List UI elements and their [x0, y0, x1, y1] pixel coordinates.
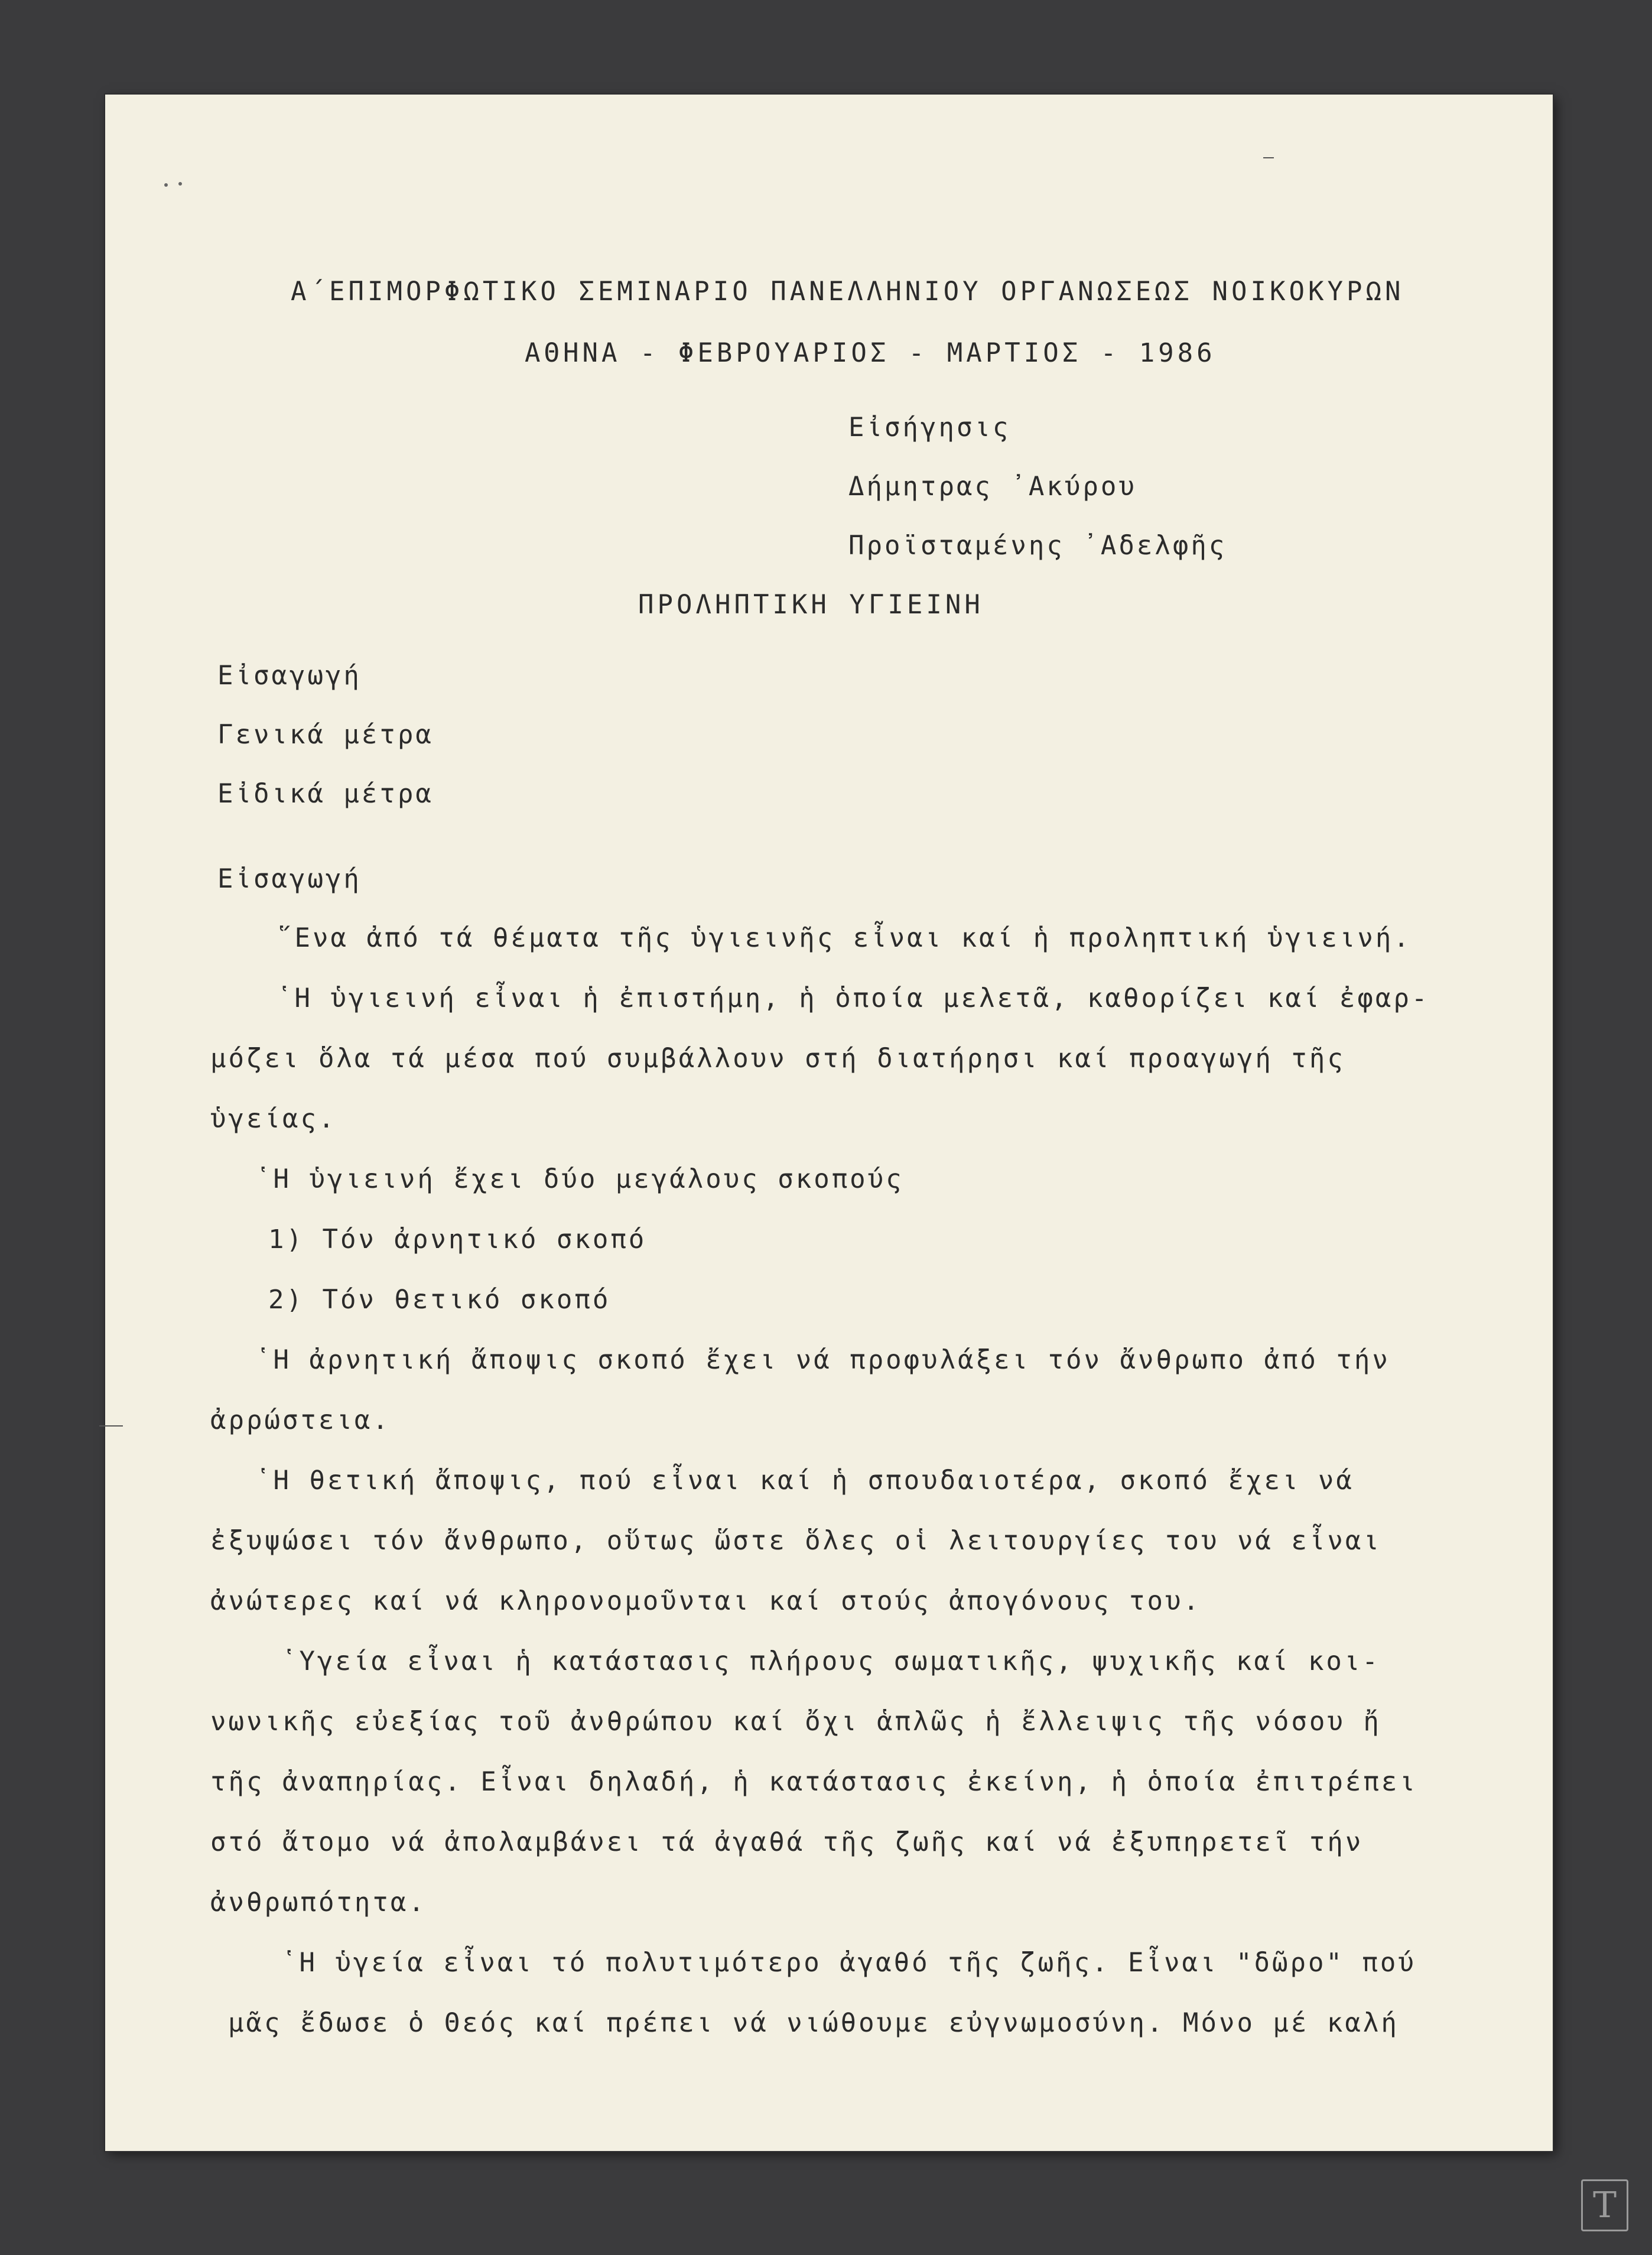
contents-item: Εἰδικά μέτρα	[217, 779, 434, 809]
margin-mark	[99, 1425, 123, 1427]
body-line: ῾Η ὑγιεινή ἔχει δύο μεγάλους σκοπούς	[255, 1164, 904, 1194]
contents-item: Γενικά μέτρα	[217, 720, 434, 750]
paper-title: ΠΡΟΛΗΠΤΙΚΗ ΥΓΙΕΙΝΗ	[638, 590, 984, 620]
body-line: ῾Η θετική ἄποψις, πού εἶναι καί ἡ σπουδαιοτέρα, σκοπό ἔχει νά	[255, 1466, 1354, 1496]
body-line: ῾Η ὑγεία εἶναι τό πολυτιμότερο ἀγαθό τῆς ζωῆς. Εἶναι "δῶρο" πού	[281, 1948, 1416, 1978]
contents-item: Εἰσαγωγή	[217, 661, 362, 691]
body-line: ἀρρώστεια.	[210, 1405, 391, 1435]
body-line: 1) Τόν ἀρνητικό σκοπό	[268, 1224, 647, 1255]
author-name: Δήμητρας ᾿Ακύρου	[848, 472, 1137, 502]
section-heading: Εἰσαγωγή	[217, 864, 362, 894]
body-line: στό ἄτομο νά ἀπολαμβάνει τά ἀγαθά τῆς ζωῆς καί νά ἐξυπηρετεῖ τήν	[210, 1827, 1364, 1857]
archive-logo-icon: T	[1581, 2179, 1628, 2231]
body-line: ῞Ενα ἀπό τά θέματα τῆς ὑγιεινῆς εἶναι καί ἡ προληπτική ὑγιεινή.	[277, 923, 1412, 953]
document-page	[105, 95, 1553, 2151]
body-line: ἐξυψώσει τόν ἄνθρωπο, οὕτως ὥστε ὅλες οἱ λειτουργίες του νά εἶναι	[210, 1526, 1381, 1556]
body-line: μόζει ὅλα τά μέσα πού συμβάλλουν στή διατήρησι καί προαγωγή τῆς	[210, 1044, 1345, 1074]
author-label: Εἰσήγησις	[848, 412, 1011, 443]
paper-speck	[164, 183, 168, 187]
body-line: τῆς ἀναπηρίας. Εἶναι δηλαδή, ἡ κατάστασις ἐκείνη, ἡ ὁποία ἐπιτρέπει	[210, 1767, 1417, 1797]
paper-mark	[1263, 157, 1274, 158]
body-line: νωνικῆς εὐεξίας τοῦ ἀνθρώπου καί ὄχι ἁπλῶς ἡ ἔλλειψις τῆς νόσου ἤ	[210, 1707, 1381, 1737]
body-line: μᾶς ἔδωσε ὁ Θεός καί πρέπει νά νιώθουμε εὐγνωμοσύνη. Μόνο μέ καλή	[228, 2008, 1399, 2038]
paper-speck	[178, 182, 182, 186]
body-line: ὑγείας.	[210, 1104, 337, 1134]
body-line: ῾Η ὑγιεινή εἶναι ἡ ἐπιστήμη, ἡ ὁποία μελετᾶ, καθορίζει καί ἐφαρ-	[277, 983, 1430, 1013]
body-line: ῾Η ἀρνητική ἄποψις σκοπό ἔχει νά προφυλάξει τόν ἄνθρωπο ἀπό τήν	[255, 1345, 1390, 1375]
author-role: Προϊσταμένης ᾿Αδελφῆς	[848, 531, 1227, 561]
seminar-title: Α΄ΕΠΙΜΟΡΦΩΤΙΚΟ ΣΕΜΙΝΑΡΙΟ ΠΑΝΕΛΛΗΝΙΟΥ ΟΡΓΑΝΩΣΕΩΣ ΝΟΙΚΟΚΥΡΩΝ	[291, 277, 1404, 307]
seminar-dates: ΑΘΗΝΑ - ΦΕΒΡΟΥΑΡΙΟΣ - ΜΑΡΤΙΟΣ - 1986	[525, 338, 1216, 368]
body-line: ἀνώτερες καί νά κληρονομοῦνται καί στούς ἀπογόνους του.	[210, 1586, 1201, 1616]
body-line: ῾Υγεία εἶναι ἡ κατάστασις πλήρους σωματικῆς, ψυχικῆς καί κοι-	[281, 1646, 1380, 1676]
body-line: ἀνθρωπότητα.	[210, 1887, 427, 1918]
body-line: 2) Τόν θετικό σκοπό	[268, 1285, 611, 1315]
